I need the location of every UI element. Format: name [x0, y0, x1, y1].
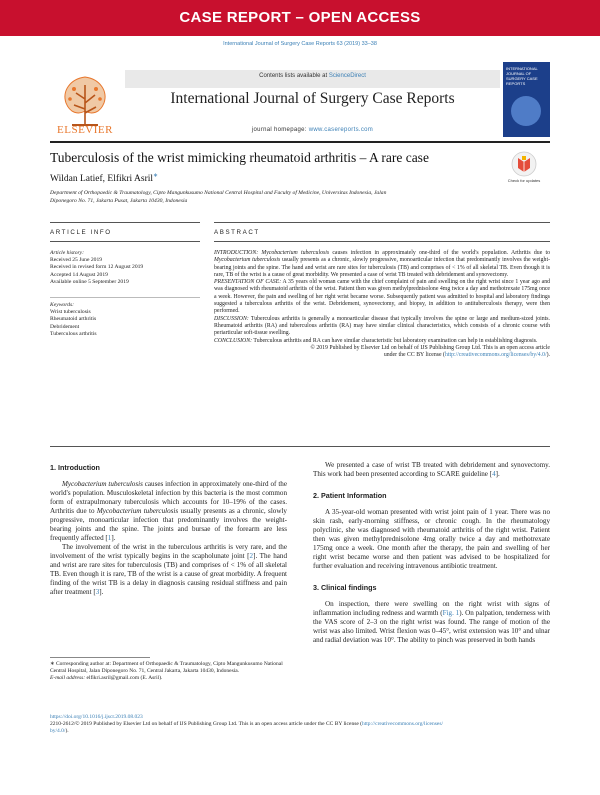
keyword-item: Rheumatoid arthritis [50, 316, 97, 323]
abstract-heading: ABSTRACT [214, 229, 260, 236]
citation-line[interactable]: International Journal of Surgery Case Reports 63 (2019) 33–38 [223, 41, 377, 47]
check-for-updates-label[interactable]: Check for updates [507, 178, 541, 183]
journal-cover-thumbnail [503, 62, 550, 137]
intro-paragraph-2: The involvement of the wrist in the tuberculous arthritis is very rare, and the involvement of the wrist typically begins in the scapholunate joint [2]. The hand and wrist are rare sites for tuberculosis (TB) and comprises of < 1% of all skeletal TB. Even though it is rare, TB of the wrist is a cause of great morbidity. A frequent finding of the wrist TB is a delay in diagnosis causing residual stiffness and pain after treatment [3]. [50, 543, 287, 596]
citation-ref-2[interactable]: 2 [249, 552, 254, 560]
figure-ref-1[interactable]: Fig. 1 [442, 609, 460, 617]
abstract-conclusion: CONCLUSION: Tuberculous arthritis and RA can have similar characteristic but laboratory examination can help in establishing diagnosis. [214, 337, 538, 344]
contents-line: Contents lists available at ScienceDirect [259, 73, 366, 79]
corresponding-author-footnote: ∗ Corresponding author at: Department of Orthopaedic & Traumatology, Cipto Mangunkusumo National Central Hospital, Jalan Diponegoro No. 71, Central Jakarta, Jakarta 10430, Indonesia. E-mail address: elfikri.asril@gmail.com (E. Asril). [50, 661, 283, 681]
cover-graphic [511, 96, 541, 126]
abstract-introduction: INTRODUCTION: Mycobacterium tuberculosis causes infection in approximately one-third of the world's population. Arthritis due to Mycobacterium tuberculosis usually presents as a chronic, slowly progressive, monoarticular infection that predominantly involves the weight-bearing joints and the spine. The hand and wrist are rare sites for tuberculosis (TB) and comprises of < 1% of all skeletal TB. Even though it is rare, TB of the wrist is a cause of great morbidity. We presented a case of wrist TB treated with debridement and synovectomy. [214, 250, 551, 278]
journal-title: International Journal of Surgery Case Reports [170, 90, 455, 107]
page-bottom-info: https://doi.org/10.1016/j.ijscr.2019.08.023 2210-2612/© 2019 Published by Elsevier Ltd on behalf of IJS Publishing Group Ltd. This is an open access article under the CC BY license (http://creativecommons.org/licenses/ by/4.0/). [50, 714, 443, 734]
bottom-license-link[interactable]: http://creativecommons.org/licenses/ [361, 721, 443, 727]
citation-ref-4[interactable]: 4 [492, 470, 496, 478]
footnote-rule [50, 657, 150, 658]
body-column-right [313, 460, 550, 645]
keyword-item: Wrist tuberculosis [50, 309, 91, 316]
article-info-rule-top [50, 222, 200, 223]
section-heading-clinical-findings: 3. Clinical findings [313, 583, 377, 592]
journal-homepage-line: journal homepage: www.casereports.com [251, 127, 374, 133]
author-list: Wildan Latief, Elfikri Asril∗ [50, 173, 159, 185]
intro-paragraph-3: We presented a case of wrist TB treated with debridement and synovectomy. This work had been presented according to SCARE guideline [4]. [313, 461, 550, 478]
bottom-license-link-cont[interactable]: by/4.0/ [50, 728, 66, 734]
paper-title: Tuberculosis of the wrist mimicking rheumatoid arthritis – A rare case [50, 150, 429, 165]
keyword-item: Tuberculous arthritis [50, 330, 97, 337]
homepage-link[interactable]: www.casereports.com [308, 127, 374, 133]
author-email[interactable]: elfikri.asril@gmail.com (E. Asril). [85, 675, 163, 681]
open-access-banner: CASE REPORT – OPEN ACCESS [0, 0, 600, 36]
abstract-text [214, 250, 550, 359]
article-info-rule-mid [50, 241, 200, 242]
cover-title: INTERNATIONAL JOURNAL OF SURGERY CASE REPORTS [506, 66, 538, 86]
license-link[interactable]: http://creativecommons.org/licenses/by/4.0/ [444, 352, 547, 359]
abstract-license: under the CC BY license (http://creativecommons.org/licenses/by/4.0/). [383, 352, 550, 359]
corresponding-author-marker[interactable]: ∗ [153, 173, 159, 179]
abstract-rule-bottom [50, 446, 550, 447]
abstract-rule-top [214, 222, 550, 223]
elsevier-wordmark: ELSEVIER [57, 124, 113, 136]
author-affiliation: Department of Orthopaedic & Traumatology, Cipto Mangunkusumo National Central Hospital and Faculty of Medicine, Universitas Indonesia, Jalan Diponegoro No. 71, Jakarta Pusat, Jakarta 10430, Indonesia [50, 190, 387, 204]
sciencedirect-link[interactable]: ScienceDirect [328, 73, 366, 79]
article-history: Article history: Received 25 June 2019 Received in revised form 12 August 2019 Accepted 14 August 2019 Available online 5 September 2019 [50, 250, 144, 285]
abstract-discussion: DISCUSSION: Tuberculous arthritis is generally a monoarticular disease that typically involves the spine or large and medium-sized joints. Rheumatoid arthritis (RA) and tuberculous arthritis (RA) may have similar clinical characteristics, which consists of a chronic course with periarticular soft-tissue swelling. [214, 315, 550, 337]
article-info-separator [50, 297, 200, 298]
clinical-paragraph: On inspection, there were swelling on the right wrist with signs of inflammation including redness and warmth (Fig. 1). On palpation, tenderness with the VAS score of 2–3 on the right wrist was found. The range of motion of the wrist was also limited. Wrist flexion was 0–45°, wrist extension was 10° and ulnar and radial deviation was 10°. The ability to pinch was preserved in both hands [313, 600, 551, 644]
intro-paragraph-1: Mycobacterium tuberculosis causes infection in approximately one-third of the world's population. Musculoskeletal infection by this bacteria is the most common form of extrapulmonary tuberculosis which accounts for 10–19% of the cases. Arthritis due to Mycobacterium tuberculosis usually presents as a chronic, slowly progressive, monoarticular infection that predominantly involves the weight-bearing joints and the spine. The joints and bursae of the forearm are less frequently affected [1]. [50, 480, 287, 542]
keywords-block: Keywords: Wrist tuberculosis Rheumatoid arthritis Debridement Tuberculous arthritis [50, 302, 200, 338]
article-info-heading: ARTICLE INFO [50, 229, 112, 236]
keyword-item: Debridement [50, 323, 80, 330]
check-for-updates-icon[interactable] [510, 150, 538, 178]
abstract-rule-mid [214, 241, 550, 242]
citation-ref-3[interactable]: 3 [95, 588, 100, 596]
body-column-left [50, 460, 287, 597]
abstract-copyright: © 2019 Published by Elsevier Ltd on behalf of IJS Publishing Group Ltd. This is an open access article [310, 344, 550, 351]
section-heading-patient-information: 2. Patient Information [313, 491, 387, 500]
doi-link[interactable]: https://doi.org/10.1016/j.ijscr.2019.08.023 [50, 714, 143, 720]
patient-paragraph: A 35-year-old woman presented with wrist joint pain of 1 year. There was no skin rash, early-morning stiffness, or chronic cough. In the rheumatology polyclinic, she was diagnosed with rheumatoid arthritis of the right wrist. Patient then was given methylprednisolone 4mg orally twice a day and methotrexate 175mg once a week. One month after the therapy, the pain and swelling of her right wrist became worse and then patient was advised to be hospitalized for further evaluation and receiving intravenous antibiotic treatment. [313, 508, 550, 570]
header-rule [50, 141, 550, 143]
section-heading-introduction: 1. Introduction [50, 463, 100, 472]
citation-ref-1[interactable]: 1 [107, 534, 112, 542]
abstract-presentation: PRESENTATION OF CASE: A 35 years old woman came with the chief complaint of pain and swelling on the right wrist since 1 year ago and was diagnosed with rheumatoid arthritis of the wrist. Patient then was given methylprednisolone 4mg twice a day and methotrexate 175mg once a week. However, the pain and swelling of her right wrist became worse. Subsequently patient was admitted to hospital and laboratory findings suggested a tuberculous arthritis of the wrist. Debridement, synovectomy, and biopsy, in addition to antituberculosis therapy, were then performed. [214, 279, 550, 315]
